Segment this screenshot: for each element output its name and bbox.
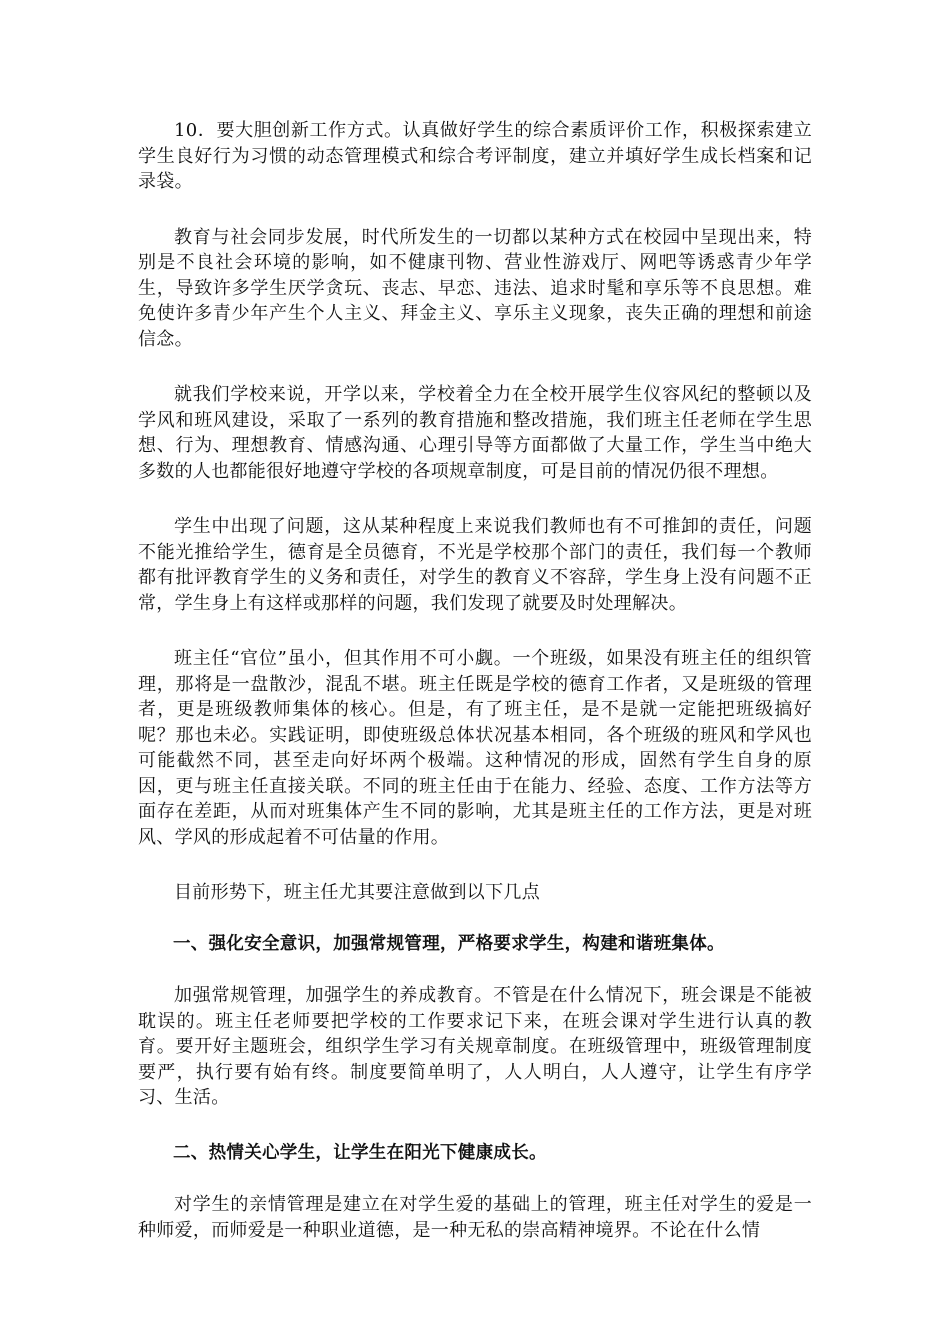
paragraph-routine-management: 加强常规管理，加强学生的养成教育。不管是在什么情况下，班会课是不能被耽误的。班主任老师要把学校的工作要求记下来，在班会课对学生进行认真的教育。要开好主题班会，组织学生学习有关规章制度。在班级管理中，班级管理制度要严，执行要有始有终。制度要简单明了，人人明白，人人遵守，让学生有序学习、生活。: [138, 985, 812, 1108]
section-heading-safety: 一、强化安全意识，加强常规管理，严格要求学生，构建和谐班集体。: [173, 933, 725, 954]
paragraph-innovation: 10．要大胆创新工作方式。认真做好学生的综合素质评价工作，积极探索建立学生良好行为习惯的动态管理模式和综合考评制度，建立并填好学生成长档案和记录袋。: [138, 120, 812, 192]
paragraph-care-students: 对学生的亲情管理是建立在对学生爱的基础上的管理，班主任对学生的爱是一种师爱，而师爱是一种职业道德，是一种无私的崇高精神境界。不论在什么情: [138, 1194, 812, 1241]
paragraph-head-teacher-role: 班主任“官位”虽小，但其作用不可小觑。一个班级，如果没有班主任的组织管理，那将是一盘散沙，混乱不堪。班主任既是学校的德育工作者，又是班级的管理者，更是班级教师集体的核心。但是，有了班主任，是不是就一定能把班级搞好呢？那也未必。实践证明，即使班级总体状况基本相同，各个班级的班风和学风也可能截然不同，甚至走向好坏两个极端。这种情况的形成，固然有学生自身的原因，更与班主任直接关联。不同的班主任由于在能力、经验、态度、工作方法等方面存在差距，从而对班集体产生不同的影响，尤其是班主任的工作方法，更是对班风、学风的形成起着不可估量的作用。: [138, 648, 812, 848]
paragraph-school-situation: 就我们学校来说，开学以来，学校着全力在全校开展学生仪容风纪的整顿以及学风和班风建设，采取了一系列的教育措施和整改措施，我们班主任老师在学生思想、行为、理想教育、情感沟通、心理引导等方面都做了大量工作，学生当中绝大多数的人也都能很好地遵守学校的各项规章制度，可是目前的情况仍很不理想。: [138, 384, 812, 482]
paragraph-social-environment: 教育与社会同步发展，时代所发生的一切都以某种方式在校园中呈现出来，特别是不良社会环境的影响，如不健康刊物、营业性游戏厅、网吧等诱惑青少年学生，导致许多学生厌学贪玩、丧志、早恋、违法、追求时髦和享乐等不良思想。难免使许多青少年产生个人主义、拜金主义、享乐主义现象，丧失正确的理想和前途信念。: [138, 226, 812, 350]
document-page: [138, 118, 812, 1243]
paragraph-key-points-intro: 目前形势下，班主任尤其要注意做到以下几点: [174, 882, 540, 903]
section-heading-care: 二、热情关心学生，让学生在阳光下健康成长。: [173, 1142, 547, 1163]
paragraph-teacher-responsibility: 学生中出现了问题，这从某种程度上来说我们教师也有不可推卸的责任，问题不能光推给学生，德育是全员德育，不光是学校那个部门的责任，我们每一个教师都有批评教育学生的义务和责任，对学生的教育义不容辞，学生身上没有问题不正常，学生身上有这样或那样的问题，我们发现了就要及时处理解决。: [138, 516, 812, 614]
